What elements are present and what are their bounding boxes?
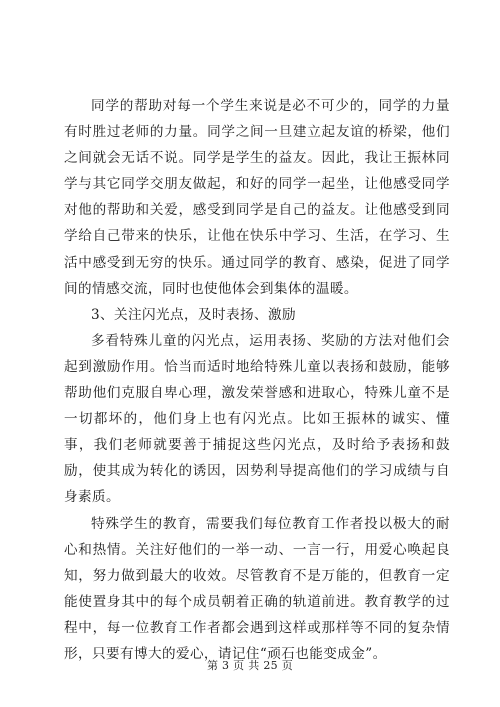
document-body — [64, 93, 450, 667]
paragraph-classmate-help: 同学的帮助对每一个学生来说是必不可少的，同学的力量有时胜过老师的力量。同学之间一旦建立起友谊的桥梁，他们之间就会无话不说。同学是学生的益友。因此，我让王振林同学与其它同学交朋友做起，和好的同学一起坐，让他感受同学对他的帮助和关爱，感受到同学是自己的益友。让他感受到同学给自己带来的快乐，让他在快乐中学习、生活，在学习、生活中感受到无穷的快乐。通过同学的教育、感染，促进了同学间的情感交流，同时也使他体会到集体的温暖。 — [64, 98, 450, 297]
section-heading-3: 3、关注闪光点，及时表扬、激励 — [91, 306, 296, 323]
paragraph-highlight-praise: 多看特殊儿童的闪光点，运用表扬、奖励的方法对他们会起到激励作用。恰当而适时地给特殊儿童以表扬和鼓励，能够帮助他们克服自卑心理，激发荣誉感和进取心，特殊儿童不是一切都坏的，他们身上也有闪光点。比如王振林的诚实、懂事，我们老师就要善于捕捉这些闪光点，及时给予表扬和鼓励，使其成为转化的诱因，因势利导提高他们的学习成绩与自身素质。 — [64, 332, 450, 506]
page-footer: 第 3 页 共 25 页 — [206, 659, 294, 672]
paragraph-special-education: 特殊学生的教育，需要我们每位教育工作者投以极大的耐心和热情。关注好他们的一举一动、一言一行，用爱心唤起良知，努力做到最大的收效。尽管教育不是万能的，但教育一定能使置身其中的每个成员朝着正确的轨道前进。教育教学的过程中，每一位教育工作者都会遇到这样或那样等不同的复杂情形，只要有博大的爱心，请记住“顽石也能变成金”。 — [64, 515, 450, 662]
